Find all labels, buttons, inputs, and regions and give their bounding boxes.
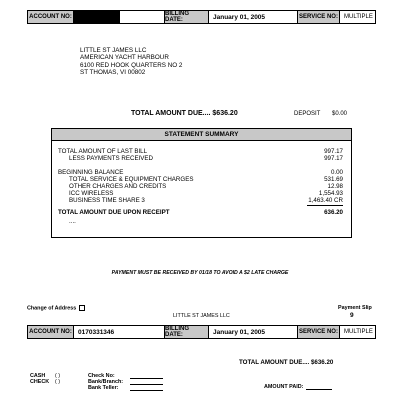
cash-label: CASH bbox=[30, 373, 46, 379]
address-line: ST THOMAS, VI 00802 bbox=[80, 69, 146, 77]
change-address-label: Change of Address bbox=[27, 305, 77, 312]
bank-branch-field[interactable] bbox=[130, 384, 163, 385]
mailing-address bbox=[80, 47, 182, 77]
summary-amount: 0.00 bbox=[330, 169, 343, 176]
statement-summary bbox=[51, 128, 352, 238]
summary-amount: 531.69 bbox=[324, 176, 343, 183]
cash-box[interactable]: ( ) bbox=[55, 373, 61, 379]
change-of-address bbox=[27, 305, 85, 311]
summary-row bbox=[58, 169, 343, 176]
header-spacer bbox=[120, 11, 165, 23]
summary-amount: 636.20 bbox=[324, 209, 343, 216]
check-no-field[interactable] bbox=[130, 378, 163, 379]
summary-amount: 997.17 bbox=[324, 148, 343, 155]
summary-label: BEGINNING BALANCE bbox=[58, 169, 124, 176]
header-bar bbox=[27, 10, 376, 24]
slip-billing-date-label: BILLING DATE: bbox=[165, 326, 209, 338]
summary-amount: 1,554.93 bbox=[318, 190, 343, 197]
amount-paid-label: AMOUNT PAID: bbox=[264, 384, 304, 390]
summary-row bbox=[58, 209, 343, 216]
bank-teller-field[interactable] bbox=[130, 390, 163, 391]
summary-row bbox=[58, 190, 343, 197]
subtotal-rule bbox=[307, 205, 343, 206]
address-line: LITTLE ST JAMES LLC bbox=[80, 47, 147, 54]
check-no-label: Check No: bbox=[88, 373, 115, 379]
summary-label: ICC WIRELESS bbox=[69, 190, 114, 197]
summary-label: TOTAL AMOUNT DUE UPON RECEIPT bbox=[58, 209, 170, 216]
account-label: ACCOUNT NO: bbox=[28, 11, 74, 23]
summary-row bbox=[58, 155, 343, 162]
account-redacted bbox=[74, 11, 120, 23]
late-charge-notice: PAYMENT MUST BE RECEIVED BY 01/18 TO AVOID A $2 LATE CHARGE bbox=[111, 270, 289, 276]
summary-amount: 997.17 bbox=[324, 155, 343, 162]
summary-amount: 1,463.40 CR bbox=[308, 197, 343, 204]
slip-service-no-value: MULTIPLE bbox=[344, 329, 373, 335]
summary-row bbox=[58, 148, 343, 155]
slip-customer-name: LITTLE ST JAMES LLC bbox=[173, 313, 230, 319]
address-line: AMERICAN YACHT HARBOUR bbox=[80, 54, 169, 62]
service-no-label: SERVICE NO: bbox=[298, 11, 340, 23]
summary-row bbox=[58, 183, 343, 190]
summary-row bbox=[58, 197, 343, 204]
payment-slip-number: 9 bbox=[350, 312, 354, 319]
billing-date-label: BILLING DATE: bbox=[165, 11, 209, 23]
summary-amount: 12.98 bbox=[327, 183, 343, 190]
deposit-value: $0.00 bbox=[332, 111, 348, 117]
slip-total-due: TOTAL AMOUNT DUE.... $636.20 bbox=[239, 359, 334, 366]
payment-slip-label: Payment Slip bbox=[338, 305, 372, 311]
total-amount-due: TOTAL AMOUNT DUE.... $636.20 bbox=[131, 110, 238, 117]
summary-label: LESS PAYMENTS RECEIVED bbox=[69, 155, 154, 162]
bank-teller-label: Bank Teller: bbox=[88, 385, 119, 391]
slip-account-label: ACCOUNT NO: bbox=[28, 326, 74, 338]
deposit-label: DEPOSIT bbox=[294, 111, 321, 117]
summary-ellipsis: .... bbox=[69, 218, 76, 225]
service-no-value: MULTIPLE bbox=[344, 14, 373, 20]
summary-label: TOTAL AMOUNT OF LAST BILL bbox=[58, 148, 148, 155]
amount-paid-field[interactable] bbox=[306, 389, 332, 390]
slip-service-no-label: SERVICE NO: bbox=[298, 326, 340, 338]
check-label: CHECK bbox=[30, 379, 50, 385]
bank-branch-label: Bank/Branch: bbox=[88, 379, 124, 385]
summary-label: OTHER CHARGES AND CREDITS bbox=[69, 183, 167, 190]
slip-account-value: 0170331346 bbox=[74, 326, 165, 338]
slip-billing-date-value: January 01, 2005 bbox=[209, 326, 298, 338]
summary-row bbox=[58, 176, 343, 183]
slip-header-bar bbox=[27, 325, 376, 339]
check-box[interactable]: ( ) bbox=[55, 379, 61, 385]
billing-date-value: January 01, 2005 bbox=[209, 11, 298, 23]
summary-title: STATEMENT SUMMARY bbox=[52, 129, 351, 141]
change-address-checkbox[interactable] bbox=[79, 305, 85, 311]
summary-label: BUSINESS TIME SHARE 3 bbox=[69, 197, 145, 204]
address-line: 6100 RED HOOK QUARTERS NO 2 bbox=[80, 61, 183, 69]
summary-label: TOTAL SERVICE & EQUIPMENT CHARGES bbox=[69, 176, 194, 183]
